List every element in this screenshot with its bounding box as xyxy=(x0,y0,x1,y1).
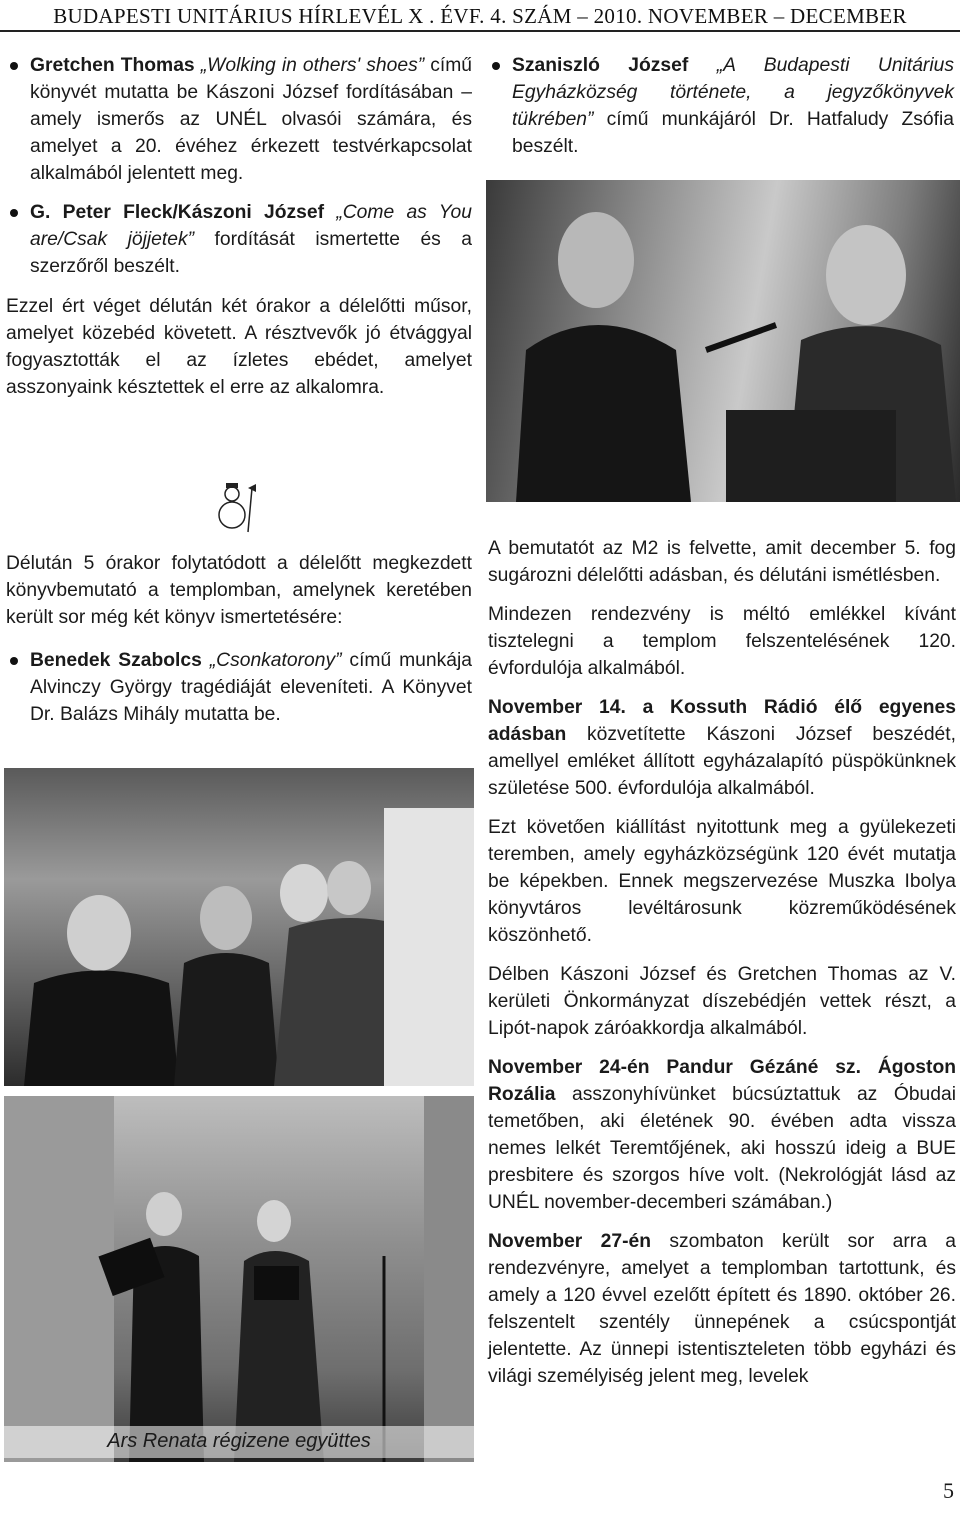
nov27-paragraph xyxy=(488,1228,956,1390)
bullet-text: című könyvét mutatta be Kászoni József fordításában – amely ismerős az UNÉL olvasói számára, és amelyet a 20. évéhez érkezett testvérkapcsolat alkalmából jelentett meg. xyxy=(30,55,473,184)
anniversary-paragraph: Mindezen rendezvény is méltó emlékkel kívánt tisztelegni a templom felszentelésének 120. évfordulója alkalmából. xyxy=(488,604,956,679)
photo-speakers-podium xyxy=(486,180,960,502)
funeral-text: asszonyhívünket búcsúztattuk az Óbudai temetőben, aki életének 90. évében adta vissza nemes lelkét Teremtőjének, aki hosszú ideig a BUE presbitere és szorgos híve volt. (Nekrológját lásd az UNÉL november-decemberi számában.) xyxy=(488,1084,956,1213)
photo-audience xyxy=(4,768,474,1086)
m2-paragraph: A bemutatót az M2 is felvette, amit december 5. fog sugározni délelőtti adásban, és délutáni ismétlésben. xyxy=(488,538,956,586)
kossuth-radio-heading: November 14. a Kossuth Rádió élő egyenes adásban xyxy=(488,697,956,745)
funeral-heading: November 24-én Pandur Gézáné sz. Ágoston Rozália xyxy=(488,1057,956,1105)
bullet-author: Gretchen Thomas xyxy=(30,55,195,76)
bullet-author: G. Peter Fleck/Kászoni József xyxy=(30,202,325,223)
funeral-paragraph xyxy=(488,1054,956,1216)
photo-ensemble-illustration xyxy=(4,1096,474,1462)
bullet-text: fordítását ismertette és a szerzőről beszélt. xyxy=(30,229,473,277)
left-top-column xyxy=(6,52,472,401)
photo-ensemble xyxy=(4,1096,474,1462)
bullet-title: „A Budapesti Unitárius Egyházközség története, a jegyzőkönyvek tükrében” xyxy=(512,55,954,130)
kossuth-radio-paragraph xyxy=(488,694,956,802)
bullet-peter-fleck xyxy=(6,199,472,280)
page-number: 5 xyxy=(943,1478,954,1503)
nov27-heading: November 27-én xyxy=(488,1231,652,1252)
snowman-icon xyxy=(214,482,264,536)
nov27-text: szombaton került sor arra a rendezvényre, amelyet a templomban tartottunk, és amely a 120 évvel ezelőtt épített és 1890. október 26. felszentelt szentély ünnepének a csúcspontját jelentette. Az ünnepi istentiszteleten több egyházi és világi személyiség jelent meg, levelek xyxy=(488,1231,956,1387)
bullet-gretchen-thomas xyxy=(6,52,472,187)
kossuth-radio-text: közvetítette Kászoni József beszédét, amellyel emléket állított egyházalapító püspökünknek születése 500. évfordulója alkalmából. xyxy=(488,724,956,799)
lunch-municipality-paragraph: Délben Kászoni József és Gretchen Thomas az V. kerületi Önkormányzat díszebédjén vettek részt, a Lipót-napok záróakkordja alkalmából. xyxy=(488,964,956,1039)
photo-audience-illustration xyxy=(4,768,474,1086)
photo-caption: Ars Renata régizene együttes xyxy=(4,1426,474,1458)
bullet-text: című munkájáról Dr. Hatfaludy Zsófia beszélt. xyxy=(512,109,954,157)
left-mid-column xyxy=(6,550,472,728)
bullet-title: „Wolking in others' shoes” xyxy=(200,55,425,76)
exhibition-paragraph: Ezt követően kiállítást nyitottunk meg a gyülekezeti teremben, amely egyházközségünk 120 évét mutatja be képekben. Ennek megszervezése Muszka Ibolya könyvtáros levéltárosunk közreműködésének köszönhető. xyxy=(488,817,956,946)
bullet-title: „Csonkatorony” xyxy=(209,650,342,671)
newsletter-header: BUDAPESTI UNITÁRIUS HÍRLEVÉL X . ÉVF. 4. SZÁM – 2010. NOVEMBER – DECEMBER xyxy=(0,0,960,32)
bullet-author: Szaniszló József xyxy=(512,55,689,76)
bullet-text: című munkája Alvinczy György tragédiáját eleveníteti. A Könyvet Dr. Balázs Mihály mutatta be. xyxy=(30,650,472,725)
right-top-column xyxy=(488,52,954,160)
photo-speakers-illustration xyxy=(486,180,960,502)
bullet-szaniszlo xyxy=(488,52,954,160)
bullet-benedek-szabolcs xyxy=(6,647,472,728)
afternoon-paragraph: Délután 5 órakor folytatódott a délelőtt megkezdett könyvbemutató a templomban, amelynek keretében került sor még két könyv ismertetésére: xyxy=(6,553,472,628)
bullet-author: Benedek Szabolcs xyxy=(30,650,202,671)
lunch-paragraph: Ezzel ért véget délután két órakor a délelőtti műsor, amelyet közebéd követett. A résztvevők jó étvággyal fogyasztották el az ízletes ebédet, amelyet asszonyaink késztettek el erre az alkalomra. xyxy=(6,296,472,398)
right-main-column xyxy=(488,535,956,1390)
bullet-title: „Come as You are/Csak jöjjetek” xyxy=(30,202,473,250)
